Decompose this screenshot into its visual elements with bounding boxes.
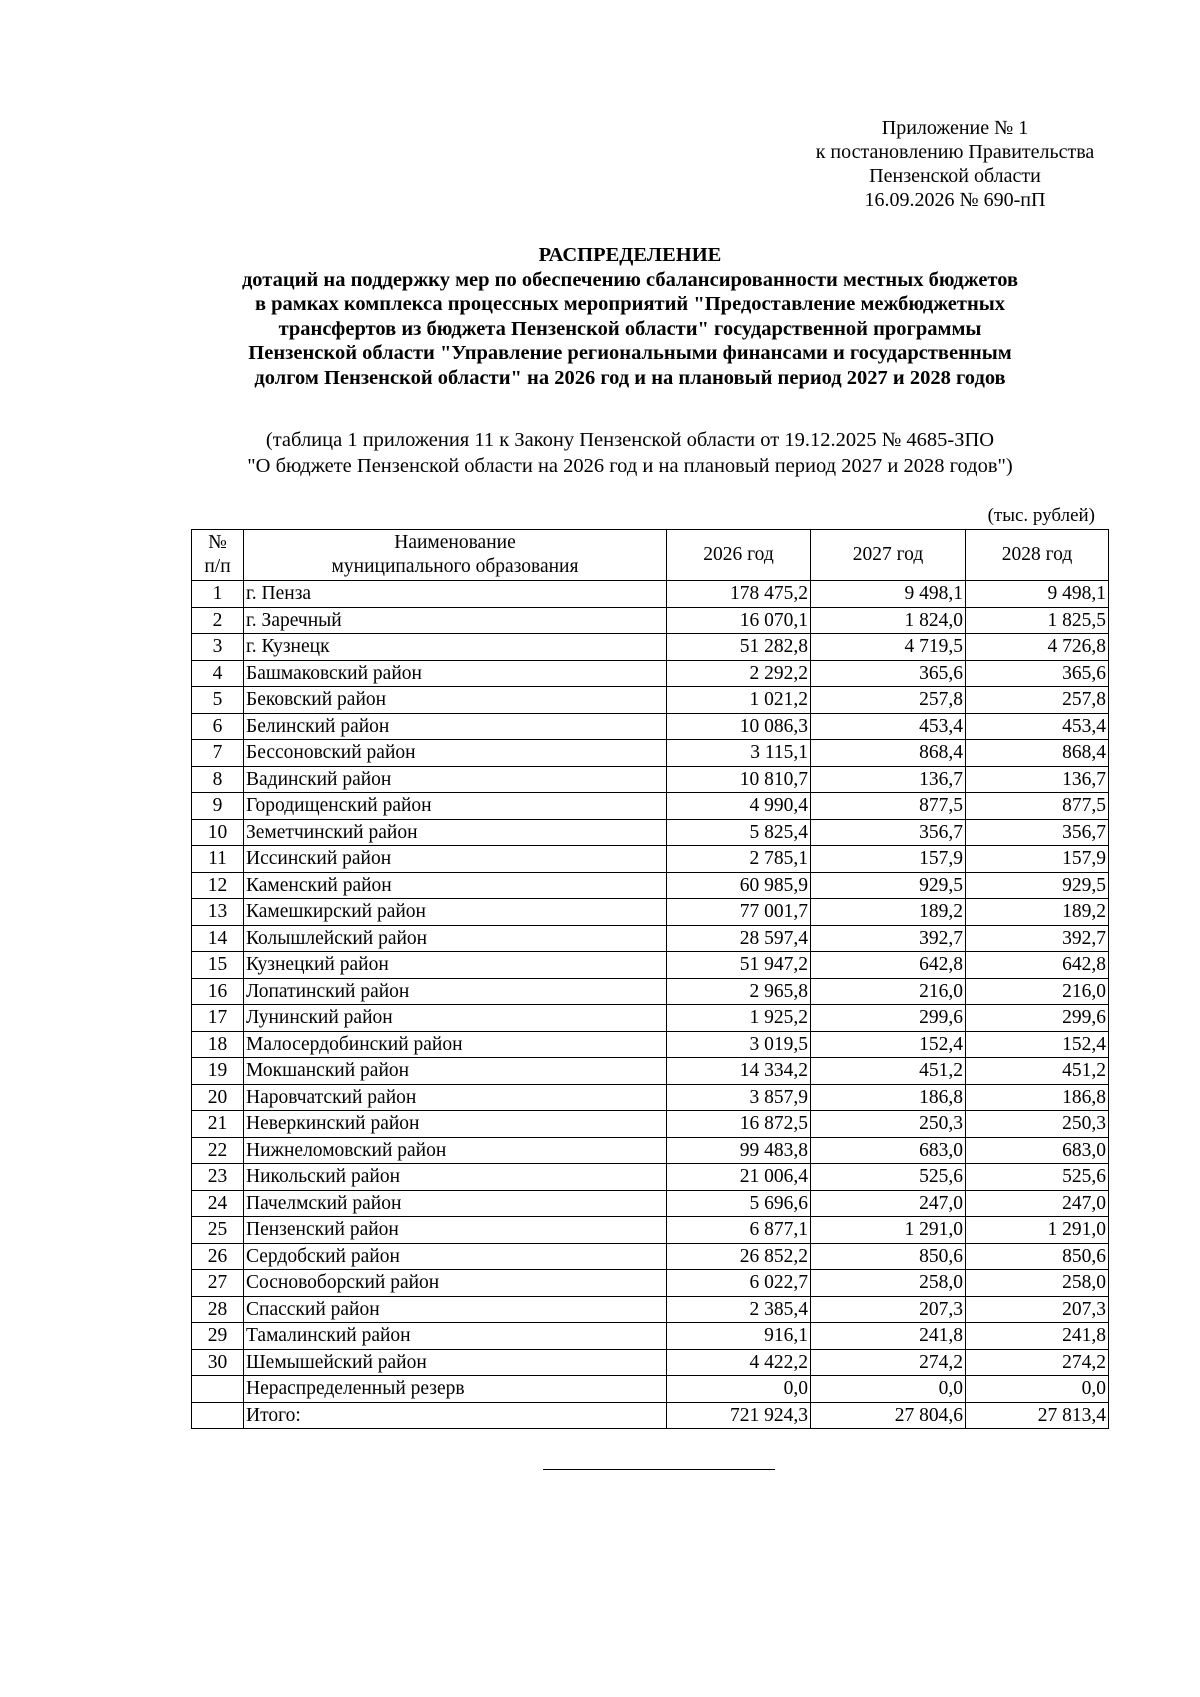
table-row [192, 1005, 1109, 1032]
table-row [192, 1164, 1109, 1191]
cell-municipality: Пачелмский район [244, 1190, 667, 1217]
table-row [192, 872, 1109, 899]
approval-stamp [760, 116, 1150, 212]
cell-2026: 51 282,8 [667, 634, 811, 661]
cell-2027: 0,0 [811, 1376, 966, 1403]
title-line: Пензенской области "Управление региональными финансами и государственным [248, 342, 1012, 364]
header-2026: 2026 год [667, 530, 811, 581]
end-of-document-line [543, 1469, 775, 1470]
cell-number: 21 [192, 1111, 244, 1138]
cell-municipality: г. Кузнецк [244, 634, 667, 661]
cell-2028: 216,0 [966, 978, 1109, 1005]
cell-2026: 4 422,2 [667, 1349, 811, 1376]
table-row [192, 660, 1109, 687]
cell-municipality: Земетчинский район [244, 819, 667, 846]
cell-number [192, 1402, 244, 1429]
title-line: трансфертов из бюджета Пензенской области" государственной программы [278, 317, 982, 340]
cell-number: 4 [192, 660, 244, 687]
cell-2028: 453,4 [966, 713, 1109, 740]
table-row [192, 1217, 1109, 1244]
title-heading: РАСПРЕДЕЛЕНИЕ [538, 244, 722, 266]
reference-line: (таблица 1 приложения 11 к Закону Пензенской области от 19.12.2025 № 4685-ЗПО [265, 429, 995, 451]
cell-2028: 27 813,4 [966, 1402, 1109, 1429]
cell-number: 24 [192, 1190, 244, 1217]
table-row [192, 634, 1109, 661]
cell-2027: 525,6 [811, 1164, 966, 1191]
cell-municipality: Итого: [244, 1402, 667, 1429]
cell-2026: 0,0 [667, 1376, 811, 1403]
table-row [192, 607, 1109, 634]
cell-municipality: Белинский район [244, 713, 667, 740]
cell-2026: 3 019,5 [667, 1031, 811, 1058]
cell-2026: 16 872,5 [667, 1111, 811, 1138]
cell-municipality: Сердобский район [244, 1243, 667, 1270]
table-row [192, 846, 1109, 873]
cell-municipality: Вадинский район [244, 766, 667, 793]
cell-number: 26 [192, 1243, 244, 1270]
cell-municipality: Нижнеломовский район [244, 1137, 667, 1164]
table-row [192, 1376, 1109, 1403]
cell-2027: 642,8 [811, 952, 966, 979]
cell-municipality: Бессоновский район [244, 740, 667, 767]
cell-2027: 453,4 [811, 713, 966, 740]
cell-municipality: Пензенский район [244, 1217, 667, 1244]
table-row [192, 1190, 1109, 1217]
cell-2027: 136,7 [811, 766, 966, 793]
table-row [192, 1243, 1109, 1270]
cell-2027: 189,2 [811, 899, 966, 926]
cell-2028: 299,6 [966, 1005, 1109, 1032]
cell-2028: 1 291,0 [966, 1217, 1109, 1244]
cell-2028: 250,3 [966, 1111, 1109, 1138]
cell-2027: 451,2 [811, 1058, 966, 1085]
table-header-row [192, 530, 1109, 581]
header-number: № п/п [192, 530, 244, 581]
cell-municipality: Каменский район [244, 872, 667, 899]
cell-2028: 642,8 [966, 952, 1109, 979]
cell-2028: 136,7 [966, 766, 1109, 793]
cell-municipality: Нераспределенный резерв [244, 1376, 667, 1403]
cell-2026: 10 086,3 [667, 713, 811, 740]
approval-line: Приложение № 1 [881, 117, 1029, 139]
cell-municipality: Шемышейский район [244, 1349, 667, 1376]
cell-2028: 356,7 [966, 819, 1109, 846]
cell-2028: 877,5 [966, 793, 1109, 820]
cell-2027: 365,6 [811, 660, 966, 687]
cell-municipality: Кузнецкий район [244, 952, 667, 979]
cell-municipality: Бековский район [244, 687, 667, 714]
cell-number: 18 [192, 1031, 244, 1058]
cell-number: 20 [192, 1084, 244, 1111]
cell-number [192, 1376, 244, 1403]
cell-2027: 868,4 [811, 740, 966, 767]
table-row [192, 1084, 1109, 1111]
cell-number: 28 [192, 1296, 244, 1323]
cell-municipality: Малосердобинский район [244, 1031, 667, 1058]
approval-date-number: 16.09.2026 № 690-пП [864, 189, 1046, 211]
cell-number: 9 [192, 793, 244, 820]
cell-number: 25 [192, 1217, 244, 1244]
table-row [192, 1058, 1109, 1085]
cell-number: 12 [192, 872, 244, 899]
cell-2026: 5 825,4 [667, 819, 811, 846]
header-2027: 2027 год [811, 530, 966, 581]
cell-2026: 6 877,1 [667, 1217, 811, 1244]
table-row [192, 1296, 1109, 1323]
table-row [192, 1137, 1109, 1164]
cell-municipality: Городищенский район [244, 793, 667, 820]
cell-number: 3 [192, 634, 244, 661]
units-label: (тыс. рублей) [987, 505, 1095, 526]
cell-2026: 77 001,7 [667, 899, 811, 926]
cell-2027: 241,8 [811, 1323, 966, 1350]
cell-municipality: Наровчатский район [244, 1084, 667, 1111]
cell-number: 1 [192, 581, 244, 608]
table-row [192, 581, 1109, 608]
table-row [192, 1402, 1109, 1429]
cell-2027: 299,6 [811, 1005, 966, 1032]
table-row [192, 899, 1109, 926]
cell-2027: 850,6 [811, 1243, 966, 1270]
cell-2028: 0,0 [966, 1376, 1109, 1403]
table-row [192, 978, 1109, 1005]
cell-municipality: Башмаковский район [244, 660, 667, 687]
cell-2028: 241,8 [966, 1323, 1109, 1350]
cell-2028: 257,8 [966, 687, 1109, 714]
cell-number: 30 [192, 1349, 244, 1376]
cell-2027: 877,5 [811, 793, 966, 820]
table-row [192, 925, 1109, 952]
cell-municipality: г. Пенза [244, 581, 667, 608]
cell-number: 5 [192, 687, 244, 714]
cell-2026: 1 925,2 [667, 1005, 811, 1032]
cell-2028: 152,4 [966, 1031, 1109, 1058]
header-municipality: Наименование муниципального образования [244, 530, 667, 581]
cell-2026: 10 810,7 [667, 766, 811, 793]
cell-2026: 4 990,4 [667, 793, 811, 820]
cell-number: 7 [192, 740, 244, 767]
cell-2027: 247,0 [811, 1190, 966, 1217]
cell-municipality: Колышлейский район [244, 925, 667, 952]
cell-2028: 189,2 [966, 899, 1109, 926]
cell-municipality: Неверкинский район [244, 1111, 667, 1138]
cell-2028: 1 825,5 [966, 607, 1109, 634]
cell-2026: 26 852,2 [667, 1243, 811, 1270]
cell-municipality: Камешкирский район [244, 899, 667, 926]
header-2028: 2028 год [966, 530, 1109, 581]
table-row [192, 952, 1109, 979]
cell-number: 15 [192, 952, 244, 979]
cell-2026: 5 696,6 [667, 1190, 811, 1217]
cell-2027: 216,0 [811, 978, 966, 1005]
cell-2027: 392,7 [811, 925, 966, 952]
cell-2028: 683,0 [966, 1137, 1109, 1164]
cell-2026: 2 292,2 [667, 660, 811, 687]
cell-2027: 9 498,1 [811, 581, 966, 608]
table-row [192, 1031, 1109, 1058]
cell-2027: 207,3 [811, 1296, 966, 1323]
cell-number: 13 [192, 899, 244, 926]
cell-municipality: Иссинский район [244, 846, 667, 873]
table-row [192, 766, 1109, 793]
cell-municipality: Сосновоборский район [244, 1270, 667, 1297]
cell-2028: 525,6 [966, 1164, 1109, 1191]
table-row [192, 793, 1109, 820]
approval-line: Пензенской области [869, 165, 1041, 187]
cell-2028: 850,6 [966, 1243, 1109, 1270]
cell-2027: 250,3 [811, 1111, 966, 1138]
cell-2026: 3 115,1 [667, 740, 811, 767]
cell-2027: 274,2 [811, 1349, 966, 1376]
cell-2027: 27 804,6 [811, 1402, 966, 1429]
cell-number: 17 [192, 1005, 244, 1032]
cell-2028: 451,2 [966, 1058, 1109, 1085]
cell-2027: 4 719,5 [811, 634, 966, 661]
cell-2027: 1 824,0 [811, 607, 966, 634]
cell-2028: 929,5 [966, 872, 1109, 899]
cell-2026: 51 947,2 [667, 952, 811, 979]
cell-municipality: Лопатинский район [244, 978, 667, 1005]
cell-2026: 916,1 [667, 1323, 811, 1350]
cell-number: 8 [192, 766, 244, 793]
cell-2026: 16 070,1 [667, 607, 811, 634]
cell-2028: 274,2 [966, 1349, 1109, 1376]
cell-number: 23 [192, 1164, 244, 1191]
cell-number: 22 [192, 1137, 244, 1164]
cell-2027: 356,7 [811, 819, 966, 846]
cell-2026: 99 483,8 [667, 1137, 811, 1164]
title-line: долгом Пензенской области" на 2026 год и на плановый период 2027 и 2028 годов [254, 366, 1006, 389]
cell-municipality: Лунинский район [244, 1005, 667, 1032]
table-row [192, 687, 1109, 714]
table-row [192, 740, 1109, 767]
cell-2028: 392,7 [966, 925, 1109, 952]
cell-2028: 4 726,8 [966, 634, 1109, 661]
cell-number: 11 [192, 846, 244, 873]
cell-2028: 868,4 [966, 740, 1109, 767]
cell-2026: 3 857,9 [667, 1084, 811, 1111]
table-row [192, 1323, 1109, 1350]
cell-2026: 721 924,3 [667, 1402, 811, 1429]
cell-2026: 60 985,9 [667, 872, 811, 899]
cell-2028: 365,6 [966, 660, 1109, 687]
cell-2027: 929,5 [811, 872, 966, 899]
table-row [192, 1349, 1109, 1376]
cell-number: 14 [192, 925, 244, 952]
cell-2026: 2 785,1 [667, 846, 811, 873]
cell-number: 6 [192, 713, 244, 740]
cell-2026: 178 475,2 [667, 581, 811, 608]
cell-municipality: Спасский район [244, 1296, 667, 1323]
cell-2027: 152,4 [811, 1031, 966, 1058]
cell-2027: 258,0 [811, 1270, 966, 1297]
table-row [192, 1270, 1109, 1297]
cell-2026: 1 021,2 [667, 687, 811, 714]
cell-municipality: г. Заречный [244, 607, 667, 634]
cell-2027: 1 291,0 [811, 1217, 966, 1244]
cell-2026: 21 006,4 [667, 1164, 811, 1191]
cell-2026: 28 597,4 [667, 925, 811, 952]
cell-2028: 186,8 [966, 1084, 1109, 1111]
cell-2027: 683,0 [811, 1137, 966, 1164]
cell-number: 16 [192, 978, 244, 1005]
reference-line: "О бюджете Пензенской области на 2026 год и на плановый период 2027 и 2028 годов") [247, 455, 1013, 477]
cell-2028: 9 498,1 [966, 581, 1109, 608]
distribution-table [191, 529, 1109, 1429]
cell-number: 19 [192, 1058, 244, 1085]
cell-number: 29 [192, 1323, 244, 1350]
cell-2028: 247,0 [966, 1190, 1109, 1217]
table-row [192, 819, 1109, 846]
law-reference [130, 427, 1130, 479]
cell-2026: 6 022,7 [667, 1270, 811, 1297]
cell-2028: 258,0 [966, 1270, 1109, 1297]
cell-municipality: Никольский район [244, 1164, 667, 1191]
cell-2027: 157,9 [811, 846, 966, 873]
title-line: в рамках комплекса процессных мероприятий "Предоставление межбюджетных [254, 293, 1006, 315]
cell-number: 2 [192, 607, 244, 634]
cell-2027: 186,8 [811, 1084, 966, 1111]
cell-municipality: Тамалинский район [244, 1323, 667, 1350]
cell-2026: 2 385,4 [667, 1296, 811, 1323]
table-row [192, 713, 1109, 740]
title-line: дотаций на поддержку мер по обеспечению сбалансированности местных бюджетов [241, 268, 1019, 291]
table-row [192, 1111, 1109, 1138]
cell-2028: 157,9 [966, 846, 1109, 873]
approval-line: к постановлению Правительства [815, 141, 1095, 163]
cell-2028: 207,3 [966, 1296, 1109, 1323]
cell-number: 10 [192, 819, 244, 846]
cell-2026: 14 334,2 [667, 1058, 811, 1085]
cell-number: 27 [192, 1270, 244, 1297]
cell-2027: 257,8 [811, 687, 966, 714]
document-title [130, 243, 1130, 390]
cell-2026: 2 965,8 [667, 978, 811, 1005]
cell-municipality: Мокшанский район [244, 1058, 667, 1085]
